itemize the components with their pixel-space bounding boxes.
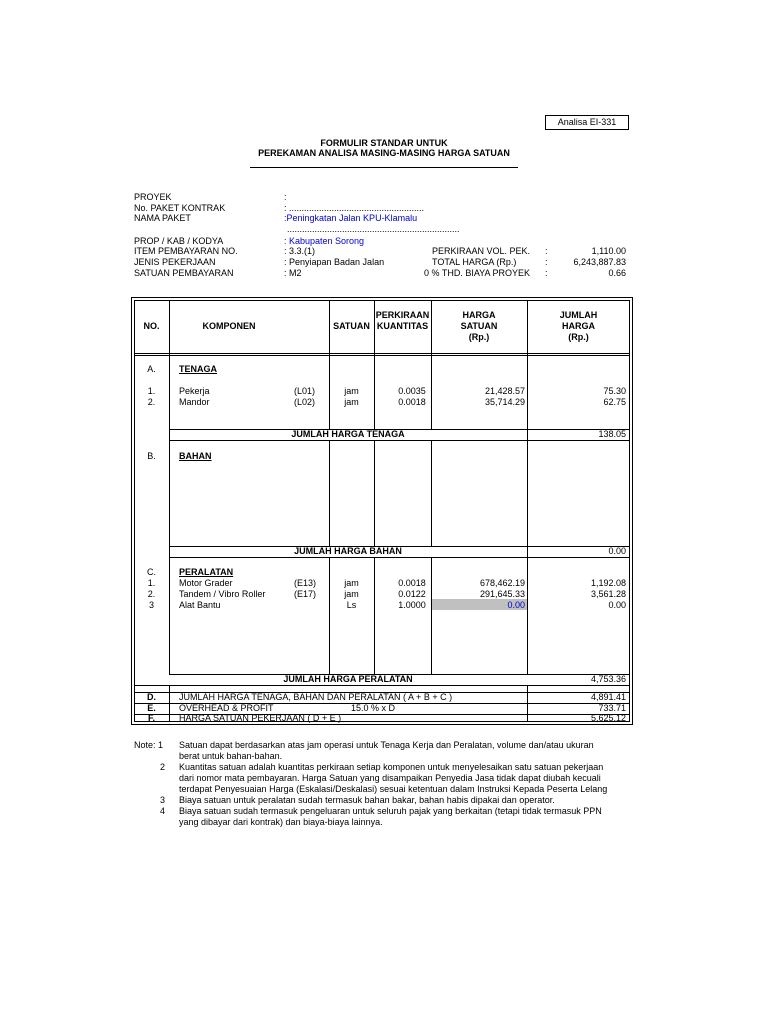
row-qty: 0.0035 — [398, 386, 426, 396]
section-title-peralatan: PERALATAN — [179, 567, 234, 577]
note-text: Kuantitas satuan adalah kuantitas perkiraan setiap komponen untuk menyelesaikan satu satuan pekerjaan — [179, 762, 604, 772]
total-label: TOTAL HARGA (Rp.) — [432, 257, 517, 267]
row-price: 678,462.19 — [479, 578, 525, 588]
col-line — [431, 557, 432, 674]
subtotal-value: 0.00 — [608, 546, 626, 556]
subtotal-value: 4,753.36 — [590, 674, 626, 684]
note-text: Biaya satuan untuk peralatan sudah termasuk bahan bakar, bahan habis dipakai dan operator. — [179, 795, 555, 805]
title-divider — [250, 167, 518, 168]
summary-mid: 15.0 % x D — [351, 703, 396, 713]
summary-no: E. — [147, 703, 156, 713]
row-code: (E13) — [294, 578, 317, 588]
row-total: 0.00 — [608, 600, 626, 610]
form-title-2: PEREKAMAN ANALISA MASING-MASING HARGA SATUAN — [258, 148, 510, 158]
paket-kontrak-label: No. PAKET KONTRAK — [134, 203, 226, 213]
pct-colon: : — [545, 268, 548, 278]
pct-value: 0.66 — [608, 268, 626, 278]
row-price: 21,428.57 — [484, 386, 525, 396]
subtotal-label: JUMLAH HARGA PERALATAN — [283, 674, 413, 684]
jenis-label: JENIS PEKERJAAN — [134, 257, 216, 267]
note-text: yang dibayar dari kontrak) dan biaya-biaya lainnya. — [179, 817, 383, 827]
summary-label: HARGA SATUAN PEKERJAAN ( D + E ) — [179, 713, 342, 723]
row-unit: jam — [344, 589, 359, 599]
row-unit: Ls — [346, 600, 357, 610]
row-no: 2. — [147, 397, 156, 407]
proyek-value: : — [284, 192, 287, 202]
row-price[interactable]: 0.00 — [507, 600, 525, 610]
form-code: Analisa EI-331 — [545, 115, 629, 130]
section-no: A. — [147, 364, 156, 374]
summary-no: D. — [147, 692, 156, 702]
col-head-harga-2: SATUAN — [460, 321, 498, 331]
col-head-jumlah-1: JUMLAH — [559, 310, 598, 320]
row-unit: jam — [344, 397, 359, 407]
item-label: ITEM PEMBAYARAN NO. — [134, 246, 238, 256]
row-code: (L02) — [294, 397, 316, 407]
nama-paket-dots: ..................................................................... — [287, 224, 460, 234]
row-qty: 0.0018 — [398, 578, 426, 588]
row-total: 3,561.28 — [590, 589, 626, 599]
note-text: dari nomor mata pembayaran. Harga Satuan yang disampaikan Penyedia Jasa tidak dapat diubah kecuali — [179, 773, 601, 783]
section-title-bahan: BAHAN — [179, 451, 212, 461]
vol-label: PERKIRAAN VOL. PEK. — [432, 246, 531, 256]
subtotal-label: JUMLAH HARGA TENAGA — [291, 429, 405, 439]
row-no: 1. — [147, 386, 156, 396]
col-head-kuantitas-2: KUANTITAS — [376, 321, 429, 331]
section-no: B. — [147, 451, 156, 461]
subtotal-label: JUMLAH HARGA BAHAN — [294, 546, 402, 556]
row-price: 291,645.33 — [479, 589, 525, 599]
pct-label: 0 % THD. BIAYA PROYEK — [424, 268, 531, 278]
row-line — [134, 685, 630, 686]
col-head-no: NO. — [143, 321, 160, 331]
summary-value: 5,625.12 — [590, 713, 626, 723]
section-title-tenaga: TENAGA — [179, 364, 217, 374]
nama-paket-value: :Peningkatan Jalan KPU-Klamalu — [284, 213, 418, 223]
row-name: Motor Grader — [179, 578, 233, 588]
vol-colon: : — [545, 246, 548, 256]
summary-value: 733.71 — [598, 703, 626, 713]
header-divider — [134, 353, 630, 354]
section-no: C. — [147, 567, 156, 577]
nama-paket-label: NAMA PAKET — [134, 213, 191, 223]
note-number: Note: 1 — [134, 740, 164, 750]
paket-kontrak-value: : ...................................................... — [284, 203, 425, 213]
summary-no: F. — [147, 713, 155, 723]
col-head-jumlah-3: (Rp.) — [568, 332, 589, 342]
proyek-label: PROYEK — [134, 192, 172, 202]
col-head-harga-3: (Rp.) — [468, 332, 490, 342]
row-qty: 0.0122 — [398, 589, 426, 599]
row-no: 3 — [148, 600, 154, 610]
summary-label: JUMLAH HARGA TENAGA, BAHAN DAN PERALATAN ( A + B + C ) — [179, 692, 453, 702]
col-line — [374, 440, 375, 546]
form-title-1: FORMULIR STANDAR UNTUK — [320, 138, 448, 148]
note-text: terdapat Penyesuaian Harga (Eskalasi/Deskalasi) sesuai ketentuan dalam Instruksi Kepada Peserta Lelang — [179, 784, 608, 794]
note-number: 3 — [160, 795, 166, 805]
note-text: Satuan dapat berdasarkan atas jam operasi untuk Tenaga Kerja dan Peralatan, volume dan/atau ukuran — [179, 740, 594, 750]
prop-value: : Kabupaten Sorong — [284, 236, 365, 246]
row-name: Pekerja — [179, 386, 210, 396]
row-no: 2. — [147, 589, 156, 599]
col-line — [527, 300, 528, 674]
row-line — [169, 440, 630, 441]
note-number: 4 — [160, 806, 166, 816]
vol-value: 1,110.00 — [591, 246, 626, 256]
row-qty: 1.0000 — [398, 600, 426, 610]
satuan-value: : M2 — [284, 268, 302, 278]
summary-label: OVERHEAD & PROFIT — [179, 703, 274, 713]
col-head-satuan: SATUAN — [333, 321, 370, 331]
subtotal-value: 138.05 — [598, 429, 626, 439]
jenis-value: : Penyiapan Badan Jalan — [284, 257, 385, 267]
col-head-kuantitas-1: PERKIRAAN — [375, 310, 430, 320]
row-code: (L01) — [294, 386, 316, 396]
col-head-komponen: KOMPONEN — [202, 321, 256, 331]
row-name: Mandor — [179, 397, 210, 407]
note-text: Biaya satuan sudah termasuk pengeluaran untuk seluruh pajak yang berkaitan (tetapi tidak termasuk PPN — [179, 806, 602, 816]
row-no: 1. — [147, 578, 156, 588]
col-line — [169, 300, 170, 674]
row-qty: 0.0018 — [398, 397, 426, 407]
item-value: : 3.3.(1) — [284, 246, 316, 256]
col-line — [431, 440, 432, 546]
summary-value: 4,891.41 — [590, 692, 626, 702]
row-code: (E17) — [294, 589, 317, 599]
col-line — [329, 300, 330, 429]
row-name: Alat Bantu — [179, 600, 221, 610]
col-line — [329, 557, 330, 674]
col-line — [374, 557, 375, 674]
col-head-harga-1: HARGA — [462, 310, 496, 320]
col-line — [329, 440, 330, 546]
header-divider — [134, 355, 630, 356]
row-total: 1,192.08 — [590, 578, 626, 588]
note-text: berat untuk bahan-bahan. — [179, 751, 283, 761]
row-unit: jam — [344, 578, 359, 588]
row-price: 35,714.29 — [484, 397, 525, 407]
satuan-label: SATUAN PEMBAYARAN — [134, 268, 234, 278]
total-value: 6,243,887.83 — [573, 257, 626, 267]
row-unit: jam — [344, 386, 359, 396]
note-number: 2 — [160, 762, 166, 772]
row-total: 75.30 — [603, 386, 626, 396]
total-colon: : — [545, 257, 548, 267]
row-name: Tandem / Vibro Roller — [179, 589, 266, 599]
row-line — [169, 557, 630, 558]
col-head-jumlah-2: HARGA — [562, 321, 595, 331]
prop-label: PROP / KAB / KODYA — [134, 236, 224, 246]
row-total: 62.75 — [603, 397, 626, 407]
